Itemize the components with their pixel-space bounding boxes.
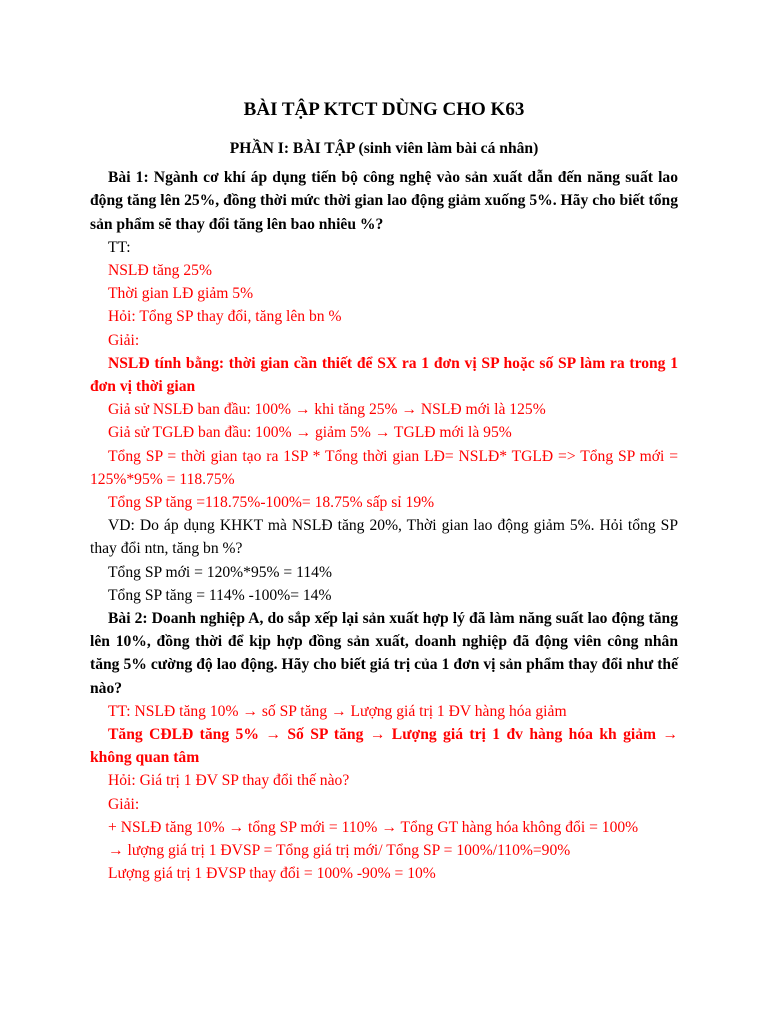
exercise-1-given-2: Thời gian LĐ giảm 5% <box>108 285 254 303</box>
exercise-2-cdld: Tăng CĐLĐ tăng 5% → Số SP tăng → Lượng giá trị 1 đv hàng hóa kh giảm → không quan tâm <box>90 726 678 767</box>
exercise-1-step-3: Tổng SP = thời gian tạo ra 1SP * Tổng thời gian LĐ= NSLĐ* TGLĐ => Tổng SP mới = 125%*95% = 118.75% <box>90 447 678 488</box>
exercise-1-definition: NSLĐ tính bằng: thời gian cần thiết để SX ra 1 đơn vị SP hoặc số SP làm ra trong 1 đơn vị thời gian <box>90 354 678 396</box>
exercise-1-solve-label: Giải: <box>108 331 140 349</box>
section-subtitle: PHẦN I: BÀI TẬP (sinh viên làm bài cá nhân) <box>229 140 539 157</box>
exercise-1-example-1: Tổng SP mới = 120%*95% = 114% <box>108 563 332 581</box>
exercise-2-solve-label: Giải: <box>108 795 140 813</box>
exercise-2-step-2: → lượng giá trị 1 ĐVSP = Tổng giá trị mới/ Tổng SP = 100%/110%=90% <box>108 842 571 860</box>
page-title: BÀI TẬP KTCT DÙNG CHO K63 <box>243 99 525 120</box>
exercise-1-tt-label: TT: <box>108 238 131 256</box>
exercise-2-ask: Hỏi: Giá trị 1 ĐV SP thay đổi thế nào? <box>108 772 350 790</box>
exercise-1-given-1: NSLĐ tăng 25% <box>108 262 212 280</box>
exercise-1-example: VD: Do áp dụng KHKT mà NSLĐ tăng 20%, Thời gian lao động giảm 5%. Hỏi tổng SP thay đổi ntn, tăng bn %? <box>90 517 678 558</box>
exercise-1-example-2: Tổng SP tăng = 114% -100%= 14% <box>108 586 332 604</box>
exercise-1-step-2: Giả sử TGLĐ ban đầu: 100% → giảm 5% → TGLĐ mới là 95% <box>108 424 512 442</box>
exercise-2-step-1: + NSLĐ tăng 10% → tổng SP mới = 110% → Tổng GT hàng hóa không đổi = 100% <box>108 818 639 836</box>
exercise-2-tt: TT: NSLĐ tăng 10% → số SP tăng → Lượng giá trị 1 ĐV hàng hóa giảm <box>108 702 567 720</box>
exercise-1-step-1: Giả sử NSLĐ ban đầu: 100% → khi tăng 25% → NSLĐ mới là 125% <box>108 401 546 419</box>
exercise-1-ask: Hỏi: Tổng SP thay đổi, tăng lên bn % <box>108 308 342 326</box>
exercise-2-prompt: Bài 2: Doanh nghiệp A, do sắp xếp lại sản xuất hợp lý đã làm năng suất lao động tăng lên 10%, đồng thời để kịp hợp đồng sản xuất, doanh nghiệp đã động viên công nhân tăng 5% cường độ lao động. Hãy cho biết giá trị của 1 đơn vị sản phẩm thay đổi như thế nào? <box>90 610 678 697</box>
exercise-1-step-4: Tổng SP tăng =118.75%-100%= 18.75% sấp sỉ 19% <box>108 494 435 512</box>
exercise-1-prompt: Bài 1: Ngành cơ khí áp dụng tiến bộ công nghệ vào sản xuất dẫn đến năng suất lao động tăng lên 25%, đồng thời mức thời gian lao động giảm xuống 5%. Hãy cho biết tổng sản phẩm sẽ thay đổi tăng lên bao nhiêu %? <box>90 169 678 233</box>
exercise-2-step-3: Lượng giá trị 1 ĐVSP thay đổi = 100% -90% = 10% <box>108 865 436 883</box>
